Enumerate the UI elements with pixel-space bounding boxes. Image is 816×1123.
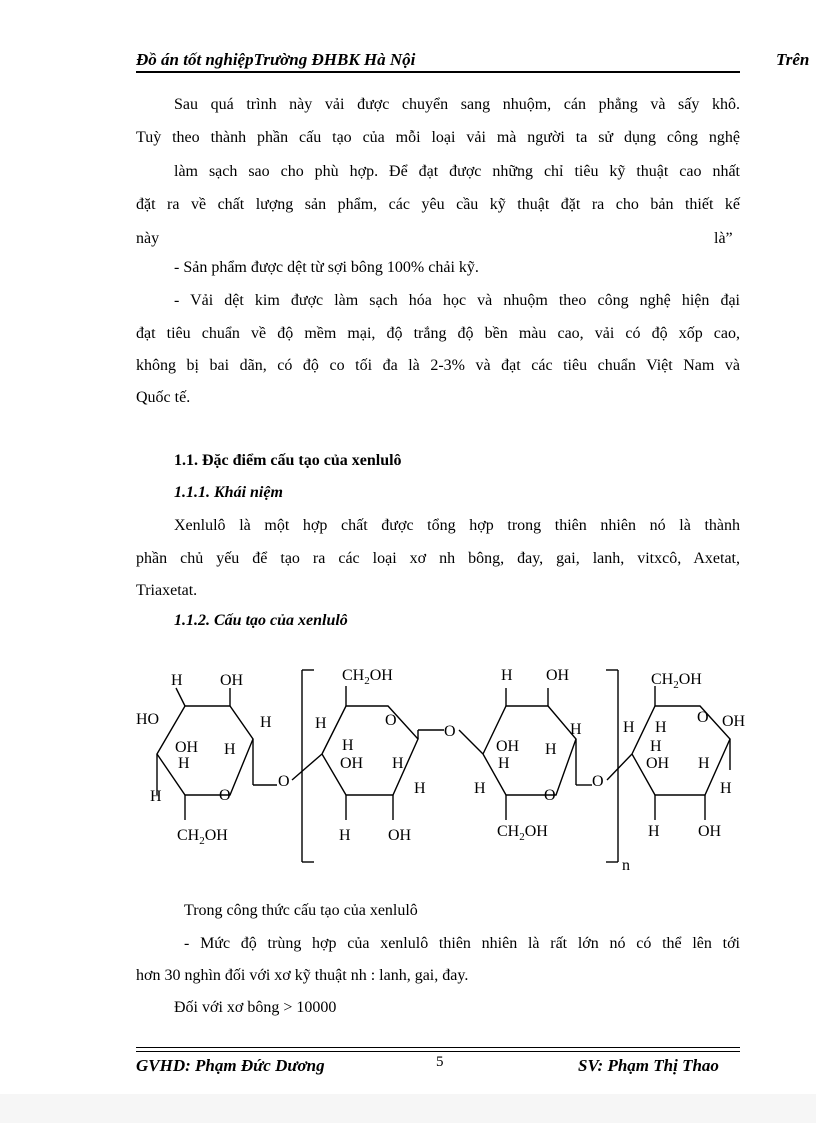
atom-label: O bbox=[697, 709, 709, 726]
paragraph-line: Trong công thức cấu tạo của xenlulô bbox=[184, 902, 418, 919]
atom-label: O bbox=[444, 723, 456, 740]
footer-student: SV: Phạm Thị Thao bbox=[578, 1056, 719, 1075]
atom-label: H bbox=[623, 719, 635, 736]
repeat-unit-n: n bbox=[622, 857, 630, 874]
paragraph-line: Tuỳ theo thành phần cấu tạo của mỗi loại vải mà người ta sử dụng công nghệ bbox=[136, 129, 740, 146]
paragraph-line: đặt ra về chất lượng sản phẩm, các yêu cầu kỹ thuật đặt ra cho bản thiết kế bbox=[136, 196, 740, 213]
atom-label: H bbox=[698, 755, 710, 772]
atom-label: $CH_2OH$ bbox=[497, 823, 548, 843]
atom-label: H bbox=[720, 780, 732, 797]
atom-label: H bbox=[498, 755, 510, 772]
atom-label: OH bbox=[698, 823, 722, 840]
cellulose-structure-diagram bbox=[0, 650, 816, 880]
atom-label: OH bbox=[546, 667, 570, 684]
paragraph-line: là” bbox=[714, 230, 733, 247]
atom-label: H bbox=[150, 788, 162, 805]
atom-label: H bbox=[414, 780, 426, 797]
atom-label: OH bbox=[340, 755, 364, 772]
paragraph-line: Xenlulô là một hợp chất được tổng hợp trong thiên nhiên nó là thành bbox=[174, 517, 740, 534]
atom-label: H bbox=[570, 721, 582, 738]
atom-label: OH bbox=[220, 672, 244, 689]
atom-label: H bbox=[474, 780, 486, 797]
atom-label: O bbox=[544, 787, 556, 804]
atom-label: OH bbox=[646, 755, 670, 772]
paragraph-line: đạt tiêu chuẩn về độ mềm mại, độ trắng độ bền màu cao, vải có độ xốp cao, bbox=[136, 325, 740, 342]
atom-label: OH bbox=[388, 827, 412, 844]
atom-label: H bbox=[178, 755, 190, 772]
atom-label: OH bbox=[496, 738, 520, 755]
paragraph-line: không bị bai dãn, có độ co tối đa là 2-3% và đạt các tiêu chuẩn Việt Nam và bbox=[136, 357, 740, 374]
atom-label: OH bbox=[722, 713, 746, 730]
paragraph-line: - Sản phẩm được dệt từ sợi bông 100% chải kỹ. bbox=[174, 259, 479, 276]
paragraph-line: Triaxetat. bbox=[136, 582, 198, 599]
atom-label: OH bbox=[175, 739, 199, 756]
page-bottom-strip bbox=[0, 1094, 816, 1123]
footer-advisor: GVHD: Phạm Đức Dương bbox=[136, 1056, 325, 1075]
atom-label: $CH_2OH$ bbox=[177, 827, 228, 847]
atom-label: H bbox=[650, 738, 662, 755]
atom-label: H bbox=[171, 672, 183, 689]
atom-label: H bbox=[648, 823, 660, 840]
atom-label: $CH_2OH$ bbox=[651, 671, 702, 691]
footer-rule bbox=[136, 1051, 740, 1052]
paragraph-line: phần chủ yếu để tạo ra các loại xơ nh bông, đay, gai, lanh, vitxcô, Axetat, bbox=[136, 550, 740, 567]
section-heading: 1.1. Đặc điểm cấu tạo của xenlulô bbox=[174, 452, 402, 469]
subsection-heading: 1.1.1. Khái niệm bbox=[174, 484, 283, 501]
paragraph-line: Đối với xơ bông > 10000 bbox=[174, 999, 337, 1016]
atom-label: H bbox=[339, 827, 351, 844]
page-number: 5 bbox=[436, 1054, 444, 1070]
subsection-heading: 1.1.2. Cấu tạo của xenlulô bbox=[174, 612, 348, 629]
atom-label: O bbox=[385, 712, 397, 729]
header-right-text: Trên bbox=[776, 50, 810, 69]
atom-label: H bbox=[655, 719, 667, 736]
atom-label: H bbox=[224, 741, 236, 758]
paragraph-line: - Mức độ trùng hợp của xenlulô thiên nhiên là rất lớn nó có thể lên tới bbox=[184, 935, 740, 952]
paragraph-line: Quốc tế. bbox=[136, 389, 191, 406]
atom-label: H bbox=[545, 741, 557, 758]
atom-label: H bbox=[315, 715, 327, 732]
paragraph-line: - Vải dệt kim được làm sạch hóa học và nhuộm theo công nghệ hiện đại bbox=[174, 292, 740, 309]
header-title: Đồ án tốt nghiệpTrường ĐHBK Hà Nội bbox=[136, 50, 416, 69]
atom-label: HO bbox=[136, 711, 160, 728]
paragraph-line: làm sạch sao cho phù hợp. Để đạt được những chỉ tiêu kỹ thuật cao nhất bbox=[174, 163, 740, 180]
footer-rule bbox=[136, 1047, 740, 1048]
atom-label: H bbox=[260, 714, 272, 731]
paragraph-line: này bbox=[136, 230, 160, 247]
atom-label: H bbox=[392, 755, 404, 772]
paragraph-line: hơn 30 nghìn đối với xơ kỹ thuật nh : lanh, gai, đay. bbox=[136, 967, 469, 984]
atom-label: H bbox=[501, 667, 513, 684]
atom-label: O bbox=[278, 773, 290, 790]
atom-label: H bbox=[342, 737, 354, 754]
atom-label: O bbox=[219, 787, 231, 804]
header-rule bbox=[136, 71, 740, 73]
paragraph-line: Sau quá trình này vải được chuyển sang nhuộm, cán phẳng và sấy khô. bbox=[174, 96, 740, 113]
atom-label: $CH_2OH$ bbox=[342, 667, 393, 687]
atom-label: O bbox=[592, 773, 604, 790]
